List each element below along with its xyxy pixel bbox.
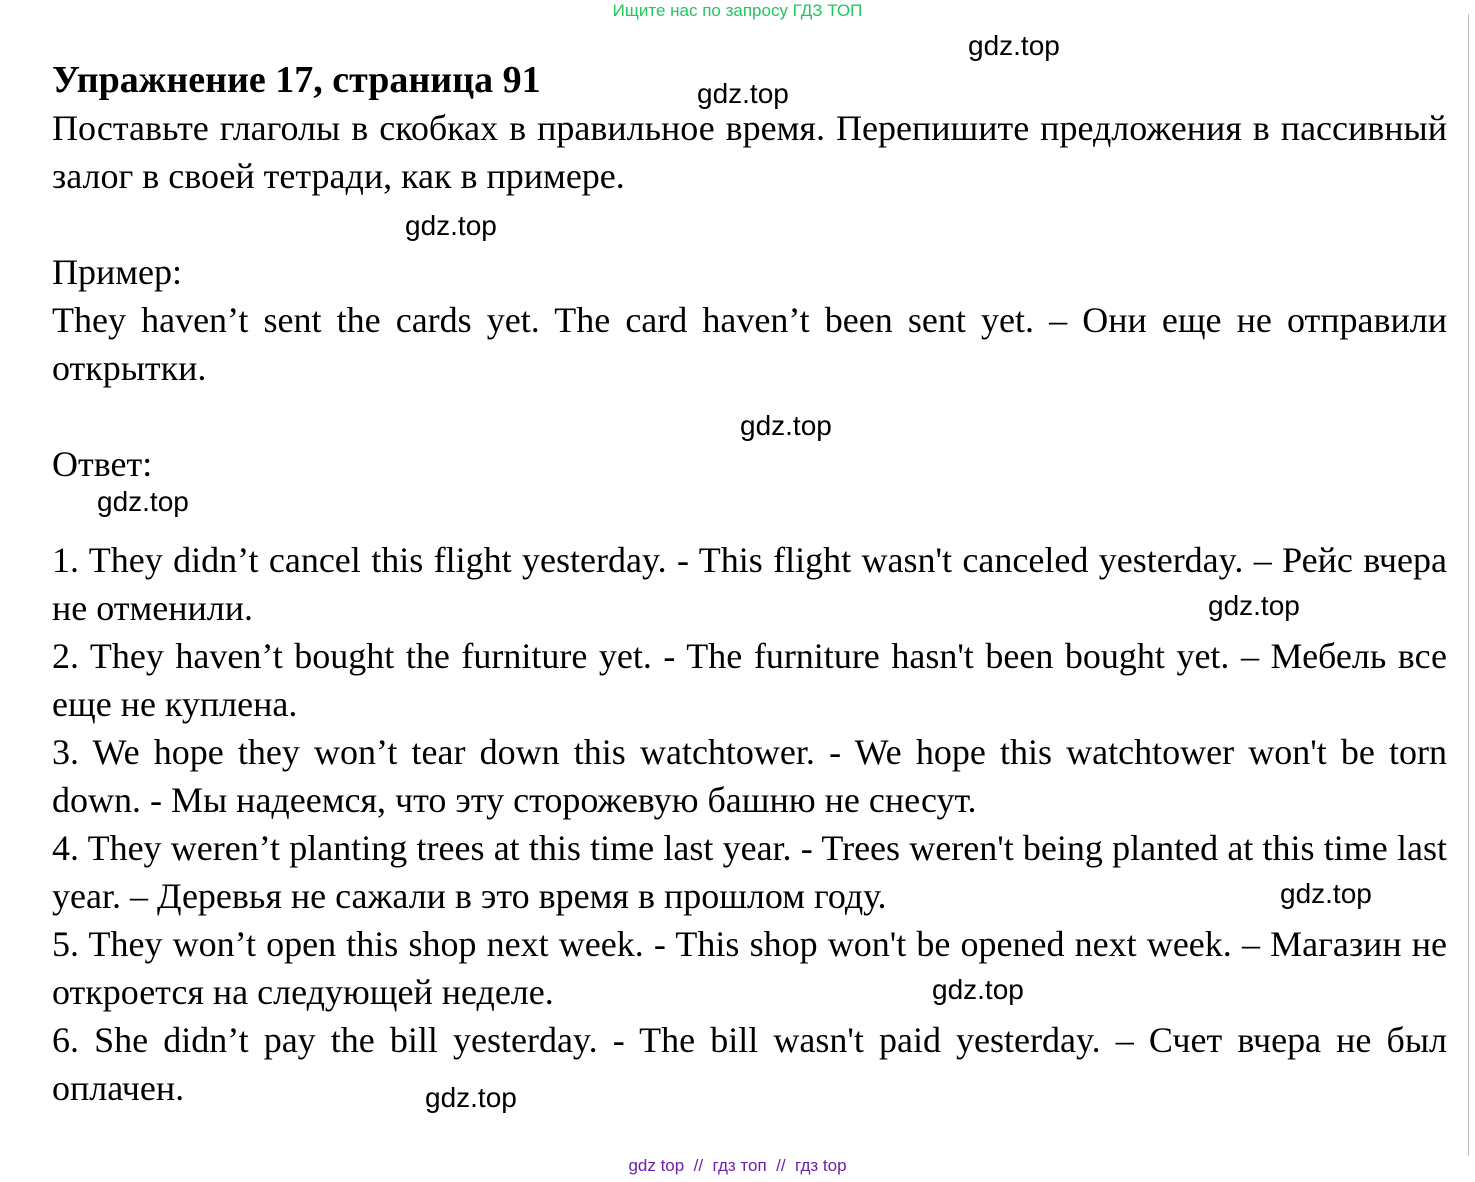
watermark: gdz.top bbox=[697, 78, 789, 109]
watermark: gdz.top bbox=[425, 1082, 517, 1113]
exercise-instructions: Поставьте глаголы в скобках в правильное время. Перепишите предложения в пассивный залог в своей тетради, как в примере. bbox=[52, 108, 1447, 196]
watermark: gdz.top bbox=[968, 30, 1060, 61]
page-edge-line bbox=[1468, 14, 1469, 1156]
watermark: gdz.top bbox=[740, 410, 832, 441]
exercise-title: Упражнение 17, страница 91 bbox=[52, 59, 541, 101]
answer-item: 3. We hope they won’t tear down this watchtower. - We hope this watchtower won't be torn down. - Мы надеемся, что эту сторожевую башню не снесут. bbox=[52, 732, 1447, 820]
answer-label: Ответ: bbox=[52, 444, 153, 484]
watermark: gdz.top bbox=[932, 974, 1024, 1005]
answer-item: 4. They weren’t planting trees at this time last year. - Trees weren't being planted at this time last year. – Деревья не сажали в это время в прошлом году. bbox=[52, 828, 1447, 916]
exercise-content bbox=[52, 56, 1447, 1112]
header-search-note: Ищите нас по запросу ГДЗ ТОП bbox=[612, 1, 863, 20]
answer-item: 2. They haven’t bought the furniture yet. - The furniture hasn't been bought yet. – Мебель все еще не куплена. bbox=[52, 636, 1447, 724]
answer-item: 6. She didn’t pay the bill yesterday. - The bill wasn't paid yesterday. – Счет вчера не был оплачен. bbox=[52, 1020, 1447, 1108]
watermark: gdz.top bbox=[1280, 878, 1372, 909]
watermark: gdz.top bbox=[97, 486, 189, 517]
example-label: Пример: bbox=[52, 252, 183, 292]
answer-item: 5. They won’t open this shop next week. - This shop won't be opened next week. – Магазин не откроется на следующей неделе. bbox=[52, 924, 1447, 1012]
example-text: They haven’t sent the cards yet. The card haven’t been sent yet. – Они еще не отправили открытки. bbox=[52, 300, 1447, 388]
footer-links: gdz top // гдз топ // гдз top bbox=[628, 1156, 847, 1175]
watermark: gdz.top bbox=[405, 210, 497, 241]
answer-item: 1. They didn’t cancel this flight yesterday. - This flight wasn't canceled yesterday. – Рейс вчера не отменили. bbox=[52, 540, 1447, 628]
answer-list bbox=[52, 536, 1447, 1112]
watermark: gdz.top bbox=[1208, 590, 1300, 621]
